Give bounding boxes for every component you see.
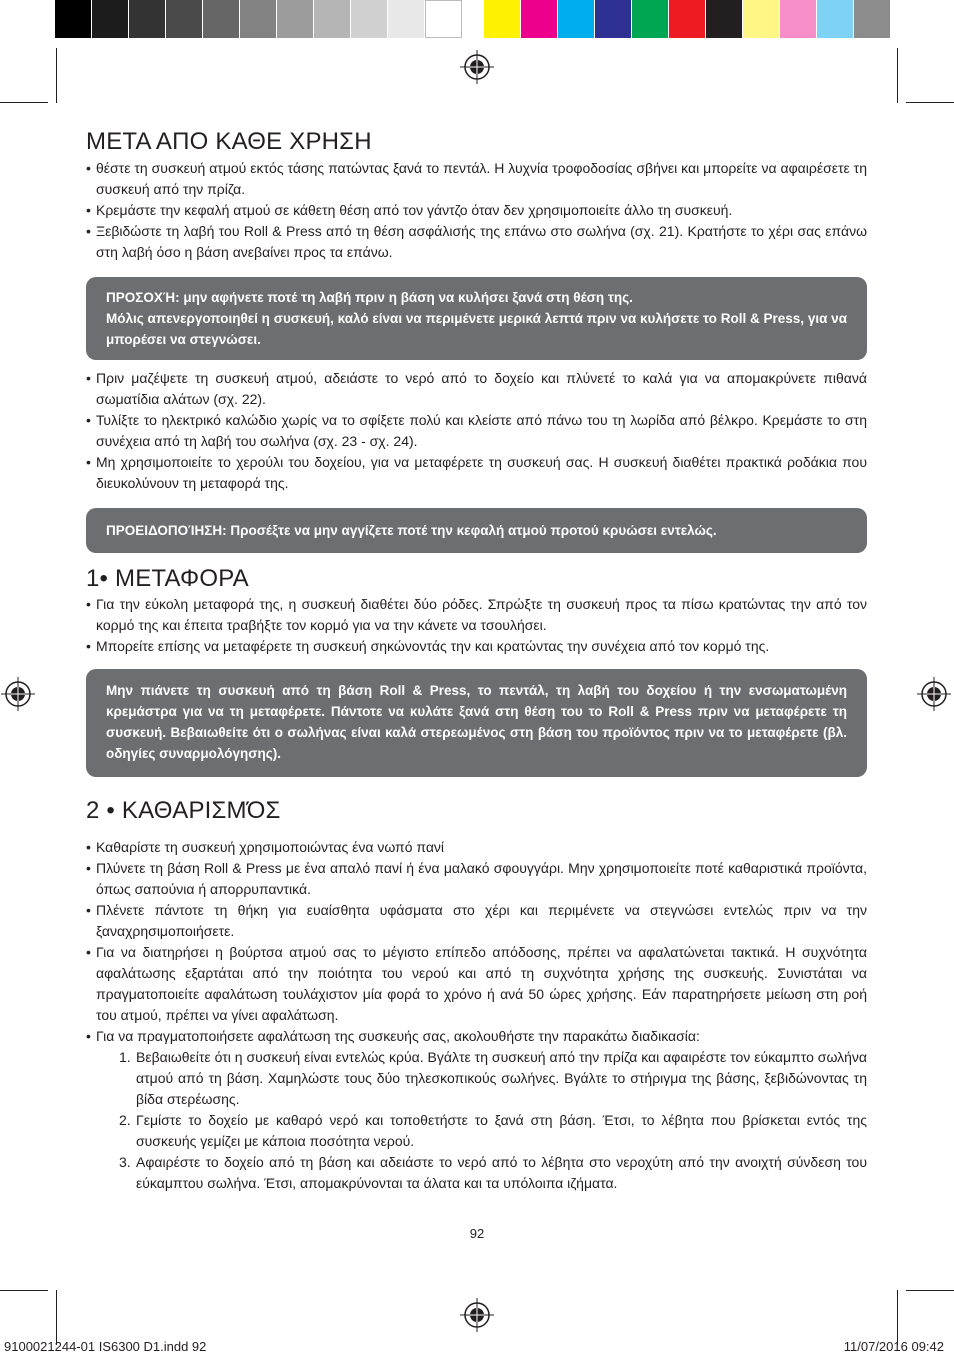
cleaning-list <box>86 837 867 1047</box>
registration-mark-icon <box>460 50 494 84</box>
step-text: Βεβαιωθείτε ότι η συσκευή είναι εντελώς κρύα. Βγάλτε τη συσκευή από την πρίζα και αφαιρέστε τον εύκαμπτο σωλήνα ατμού από τη βάση. Χαμηλώστε τους δύο τηλεσκοπικούς σωλήνες. Βγάλτε το στήριγμα της βάσης, ξεβιδώνοντας τη βίδα στερέωσης. <box>136 1049 867 1107</box>
page-number: 92 <box>469 1226 485 1241</box>
transport-list <box>86 594 867 657</box>
list-item: • Πριν μαζέψετε τη συσκευή ατμού, αδειάστε το νερό από το δοχείο και πλύνετέ το καλά για να απομακρύνετε πιθανά σωματίδια αλάτων (σχ. 22). <box>86 368 867 410</box>
list-item: • Πλύνετε τη βάση Roll & Press με ένα απαλό πανί ή ένα μαλακό σφουγγάρι. Μην χρησιμοποιείτε ποτέ καθαριστικά προϊόντα, όπως σαπούνια ή απορρυπαντικά. <box>86 858 867 900</box>
color-swatch <box>743 0 780 38</box>
warning-text: ΠΡΟΕΙΔΟΠΟΊΗΣΗ: Προσέξτε να μην αγγίζετε ποτέ την κεφαλή ατμού προτού κρυώσει εντελώς. <box>106 523 717 538</box>
color-swatch <box>129 0 166 38</box>
list-item: • θέστε τη συσκευή ατμού εκτός τάσης πατώντας ξανά το πεντάλ. Η λυχνία τροφοδοσίας σβήνει και μπορείτε να αφαιρέσετε τη συσκευή από την πρίζα. <box>86 158 867 200</box>
crop-mark <box>0 1290 48 1291</box>
registration-mark-icon <box>917 677 951 711</box>
crop-mark <box>897 1290 898 1345</box>
step-item <box>119 1110 867 1152</box>
color-swatch <box>277 0 314 38</box>
color-swatch <box>351 0 388 38</box>
list-item: • Τυλίξτε το ηλεκτρικό καλώδιο χωρίς να το σφίξετε πολύ και κλείστε από πάνω του τη λωρίδα από βέλκρο. Κρεμάστε το στη συνέχεια από τη λαβή του σωλήνα (σχ. 23 - σχ. 24). <box>86 410 867 452</box>
step-number: 2. <box>119 1112 131 1128</box>
color-swatch <box>632 0 669 38</box>
color-swatch <box>484 0 521 38</box>
registration-mark-icon <box>1 677 35 711</box>
footer-file-info: 9100021244-01 IS6300 D1.indd 92 <box>4 1339 207 1354</box>
registration-mark-icon <box>460 1298 494 1332</box>
color-swatch <box>521 0 558 38</box>
section-title-transport: 1• ΜΕΤΑΦΟΡΑ <box>86 565 249 592</box>
after-use-list <box>86 158 867 263</box>
list-item: • Κρεμάστε την κεφαλή ατμού σε κάθετη θέση από τον γάντζο όταν δεν χρησιμοποιείτε άλλο τη συσκευή. <box>86 200 867 221</box>
color-swatch <box>854 0 891 38</box>
color-swatch <box>92 0 129 38</box>
crop-mark <box>56 48 57 103</box>
color-swatch <box>558 0 595 38</box>
step-item <box>119 1047 867 1110</box>
caution-box <box>86 277 867 360</box>
crop-mark <box>906 1290 954 1291</box>
step-item <box>119 1152 867 1194</box>
crop-mark <box>906 102 954 103</box>
color-swatch <box>55 0 92 38</box>
color-swatch <box>388 0 425 38</box>
transport-note-box <box>86 669 867 777</box>
color-swatch <box>166 0 203 38</box>
footer-date-time: 11/07/2016 09:42 <box>843 1339 944 1354</box>
section-title-cleaning: 2 • ΚΑΘΑΡΙΣΜΌΣ <box>86 797 281 824</box>
page-content <box>86 128 867 1194</box>
color-swatch <box>425 0 462 38</box>
color-swatch <box>203 0 240 38</box>
list-item: • Μη χρησιμοποιείτε το χερούλι του δοχείου, για να μεταφέρετε τη συσκευή σας. Η συσκευή διαθέτει πρακτικά ροδάκια που διευκολύνουν τη μεταφορά της. <box>86 452 867 494</box>
step-text: Αφαιρέστε το δοχείο από τη βάση και αδειάστε το νερό από το λέβητα στο νεροχύτη από την ανοιχτή σύνδεση του εύκαμπτου σωλήνα. Έτσι, απομακρύνονται τα άλατα και τα υπόλοιπα ιζήματα. <box>136 1154 867 1191</box>
transport-note-text: Μην πιάνετε τη συσκευή από τη βάση Roll & Press, το πεντάλ, τη λαβή του δοχείου ή την ενσωματωμένη κρεμάστρα για να τη μεταφέρετε. Πάντοτε να κυλάτε ξανά στη θέση του το Roll & Press πριν να μεταφέρετε τη συσκευή. Βεβαιωθείτε ότι ο σωλήνας είναι καλά στερεωμένος στη βάση του προϊόντος πριν να το μεταφέρετε (βλ. οδηγίες συναρμολόγησης). <box>106 683 847 761</box>
warning-box <box>86 508 867 553</box>
storage-list <box>86 368 867 494</box>
color-swatch <box>817 0 854 38</box>
process-color-bar <box>484 0 891 38</box>
color-swatch <box>780 0 817 38</box>
step-number: 1. <box>119 1049 131 1065</box>
list-item: • Για να διατηρήσει η βούρτσα ατμού σας το μέγιστο επίπεδο απόδοσης, πρέπει να αφαλατώνεται τακτικά. Η συχνότητα αφαλάτωσης εξαρτάται από την ποιότητα του νερού και από τη συχνότητα χρήσης της συσκευής. Συνιστάται να πραγματοποιείτε αφαλάτωση τουλάχιστον μία φορά το χρόνο ή ανά 50 ώρες χρήσης. Εάν παρατηρήσετε μείωση στη ροή του ατμού, πρέπει να γίνει αφαλάτωση. <box>86 942 867 1026</box>
list-item: • Πλένετε πάντοτε τη θήκη για ευαίσθητα υφάσματα στο χέρι και περιμένετε να στεγνώσει εντελώς πριν να την ξαναχρησιμοποιήσετε. <box>86 900 867 942</box>
crop-mark <box>56 1290 57 1345</box>
grayscale-color-bar <box>55 0 462 38</box>
crop-mark <box>897 48 898 103</box>
list-item: • Για να πραγματοποιήσετε αφαλάτωση της συσκευής σας, ακολουθήστε την παρακάτω διαδικασία: <box>86 1026 867 1047</box>
crop-mark <box>0 102 48 103</box>
color-swatch <box>314 0 351 38</box>
step-number: 3. <box>119 1154 131 1170</box>
caution-text: Μόλις απενεργοποιηθεί η συσκευή, καλό είναι να περιμένετε μερικά λεπτά πριν να κυλήσετε το Roll & Press, για να μπορέσει να στεγνώσει. <box>106 311 847 347</box>
descaling-steps <box>86 1047 867 1194</box>
caution-text: ΠΡΟΣΟΧΉ: μην αφήνετε ποτέ τη λαβή πριν η βάση να κυλήσει ξανά στη θέση της. <box>106 290 633 305</box>
color-swatch <box>669 0 706 38</box>
list-item: • Ξεβιδώστε τη λαβή του Roll & Press από τη θέση ασφάλισής της επάνω στο σωλήνα (σχ. 21). Κρατήστε το χέρι σας επάνω στη λαβή όσο η βάση ανεβαίνει προς τα επάνω. <box>86 221 867 263</box>
color-swatch <box>595 0 632 38</box>
color-swatch <box>240 0 277 38</box>
list-item: • Μπορείτε επίσης να μεταφέρετε τη συσκευή σηκώνοντάς την και κρατώντας την συνέχεια από τον κορμό της. <box>86 636 867 657</box>
list-item: • Για την εύκολη μεταφορά της, η συσκευή διαθέτει δύο ρόδες. Σπρώξτε τη συσκευή προς τα πίσω κρατώντας την από τον κορμό της και έπειτα τραβήξτε τον κορμό για να την κάνετε να τσουλήσει. <box>86 594 867 636</box>
color-swatch <box>706 0 743 38</box>
section-title-after-use: ΜΕΤΑ ΑΠΟ ΚΑΘΕ ΧΡΗΣΗ <box>86 128 372 155</box>
list-item: • Καθαρίστε τη συσκευή χρησιμοποιώντας ένα νωπό πανί <box>86 837 867 858</box>
step-text: Γεμίστε το δοχείο με καθαρό νερό και τοποθετήστε το ξανά στη βάση. Έτσι, το λέβητα που βρίσκεται εντός της συσκευής γεμίζει με κάποια ποσότητα νερού. <box>136 1112 867 1149</box>
